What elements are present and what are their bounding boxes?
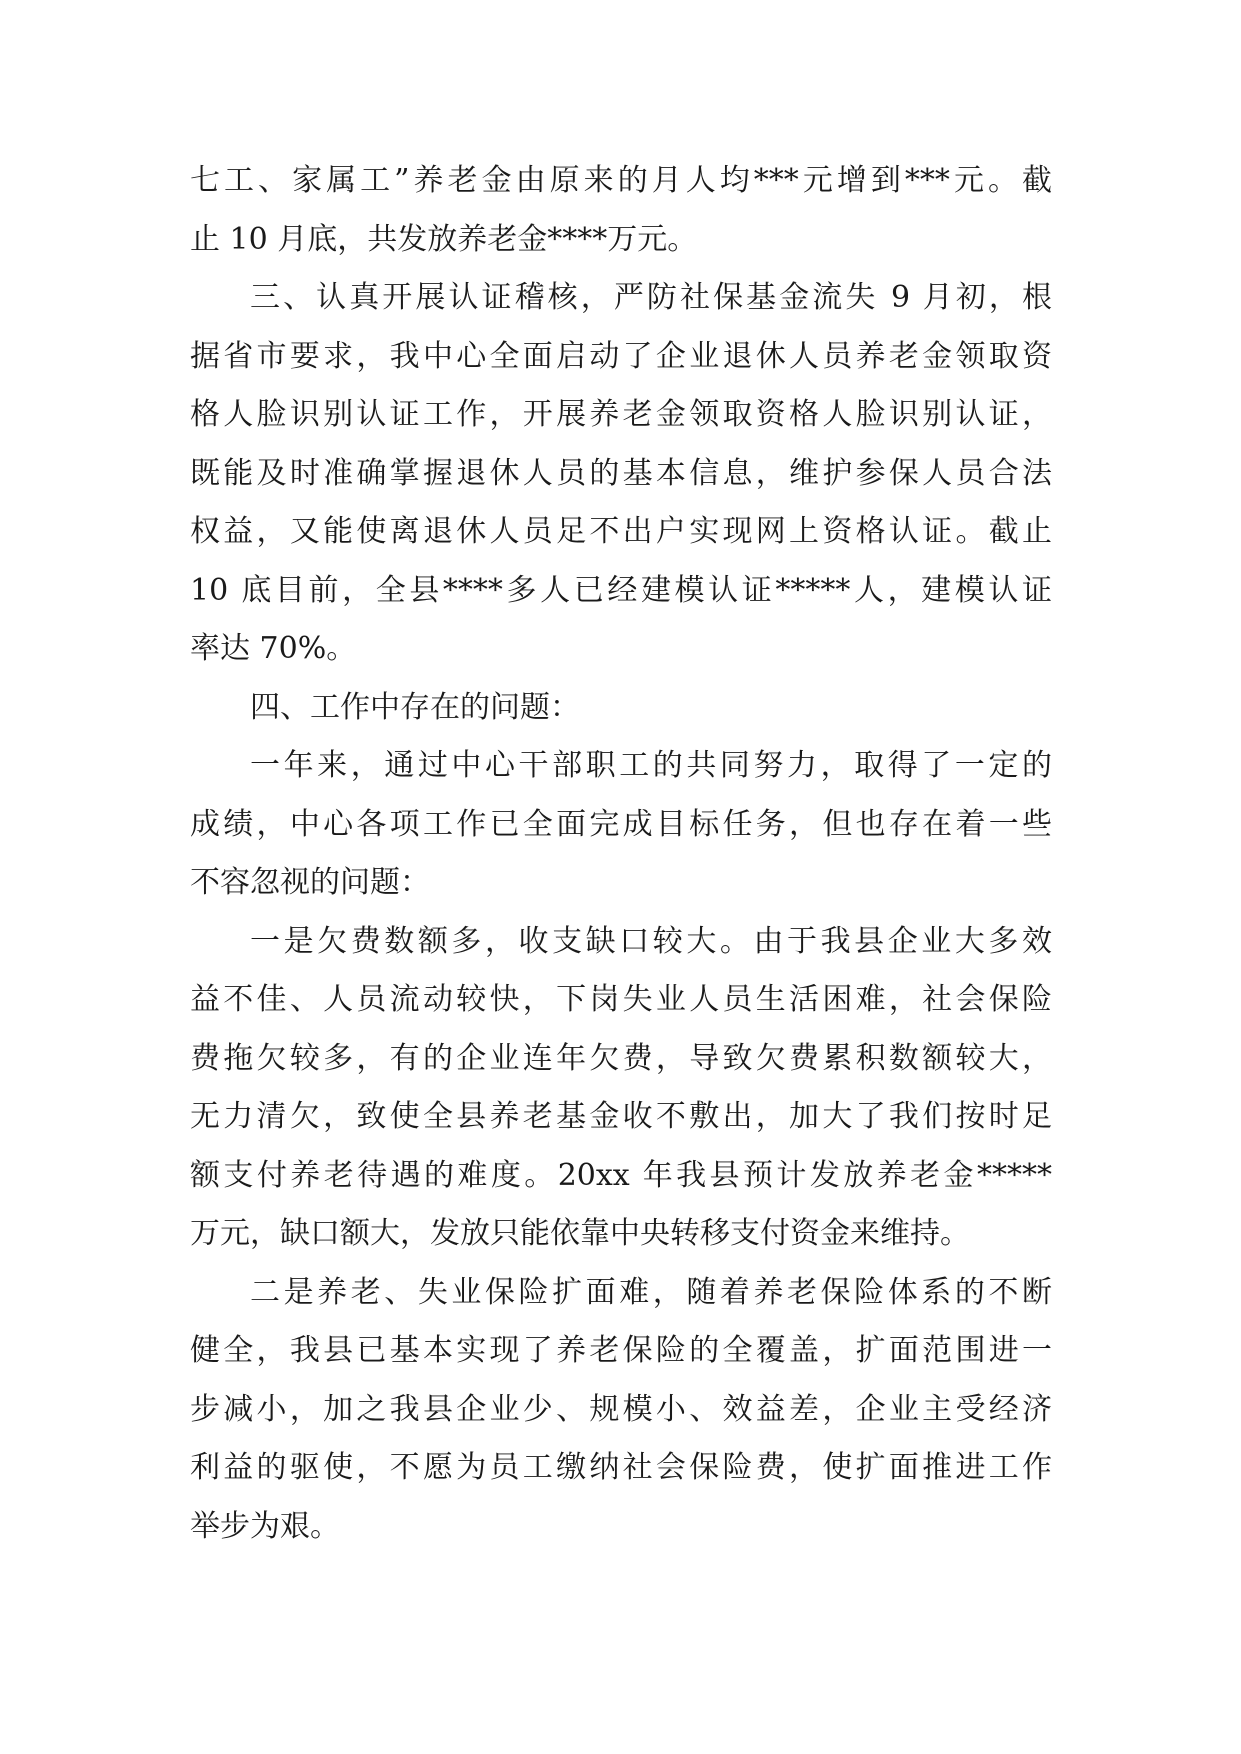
- text-line: 健全，我县已基本实现了养老保险的全覆盖，扩面范围进一: [190, 1333, 1052, 1368]
- text-line: 一是欠费数额多，收支缺口较大。由于我县企业大多效: [250, 923, 1052, 959]
- text-line: 一年来，通过中心干部职工的共同努力，取得了一定的: [250, 748, 1052, 783]
- text-line: 格人脸识别认证工作，开展养老金领取资格人脸识别认证，: [190, 397, 1052, 432]
- text-line: 费拖欠较多，有的企业连年欠费，导致欠费累积数额较大，: [190, 1040, 1052, 1076]
- text-line: 二是养老、失业保险扩面难，随着养老保险体系的不断: [250, 1274, 1052, 1310]
- text-line: 率达 70%。: [190, 631, 357, 666]
- text-line: 利益的驱使，不愿为员工缴纳社会保险费，使扩面推进工作: [190, 1450, 1052, 1485]
- text-line: 据省市要求，我中心全面启动了企业退休人员养老金领取资: [190, 338, 1052, 374]
- text-line: 七工、家属工”养老金由原来的月人均***元增到***元。截: [190, 163, 1052, 198]
- text-line: 步减小，加之我县企业少、规模小、效益差，企业主受经济: [190, 1391, 1052, 1427]
- text-line: 益不佳、人员流动较快，下岗失业人员生活困难，社会保险: [190, 982, 1052, 1017]
- text-line: 无力清欠，致使全县养老基金收不敷出，加大了我们按时足: [190, 1099, 1052, 1134]
- text-line: 权益，又能使离退休人员足不出户实现网上资格认证。截止: [190, 514, 1052, 549]
- text-line: 成绩，中心各项工作已全面完成目标任务，但也存在着一些: [190, 806, 1052, 842]
- text-line: 三、认真开展认证稽核，严防社保基金流失 9 月初，根: [250, 280, 1052, 315]
- text-line: 不容忽视的问题：: [190, 865, 430, 900]
- text-line: 举步为艰。: [190, 1508, 340, 1544]
- text-line: 既能及时准确掌握退休人员的基本信息，维护参保人员合法: [190, 455, 1052, 491]
- text-line: 万元，缺口额大，发放只能依靠中央转移支付资金来维持。: [190, 1216, 970, 1251]
- document-body: [190, 152, 1052, 1556]
- text-line: 止 10 月底，共发放养老金****万元。: [190, 221, 698, 257]
- text-line: 四、工作中存在的问题：: [250, 689, 580, 725]
- text-line: 额支付养老待遇的难度。20xx 年我县预计发放养老金*****: [190, 1157, 1052, 1193]
- text-line: 10 底目前，全县****多人已经建模认证*****人，建模认证: [190, 572, 1052, 608]
